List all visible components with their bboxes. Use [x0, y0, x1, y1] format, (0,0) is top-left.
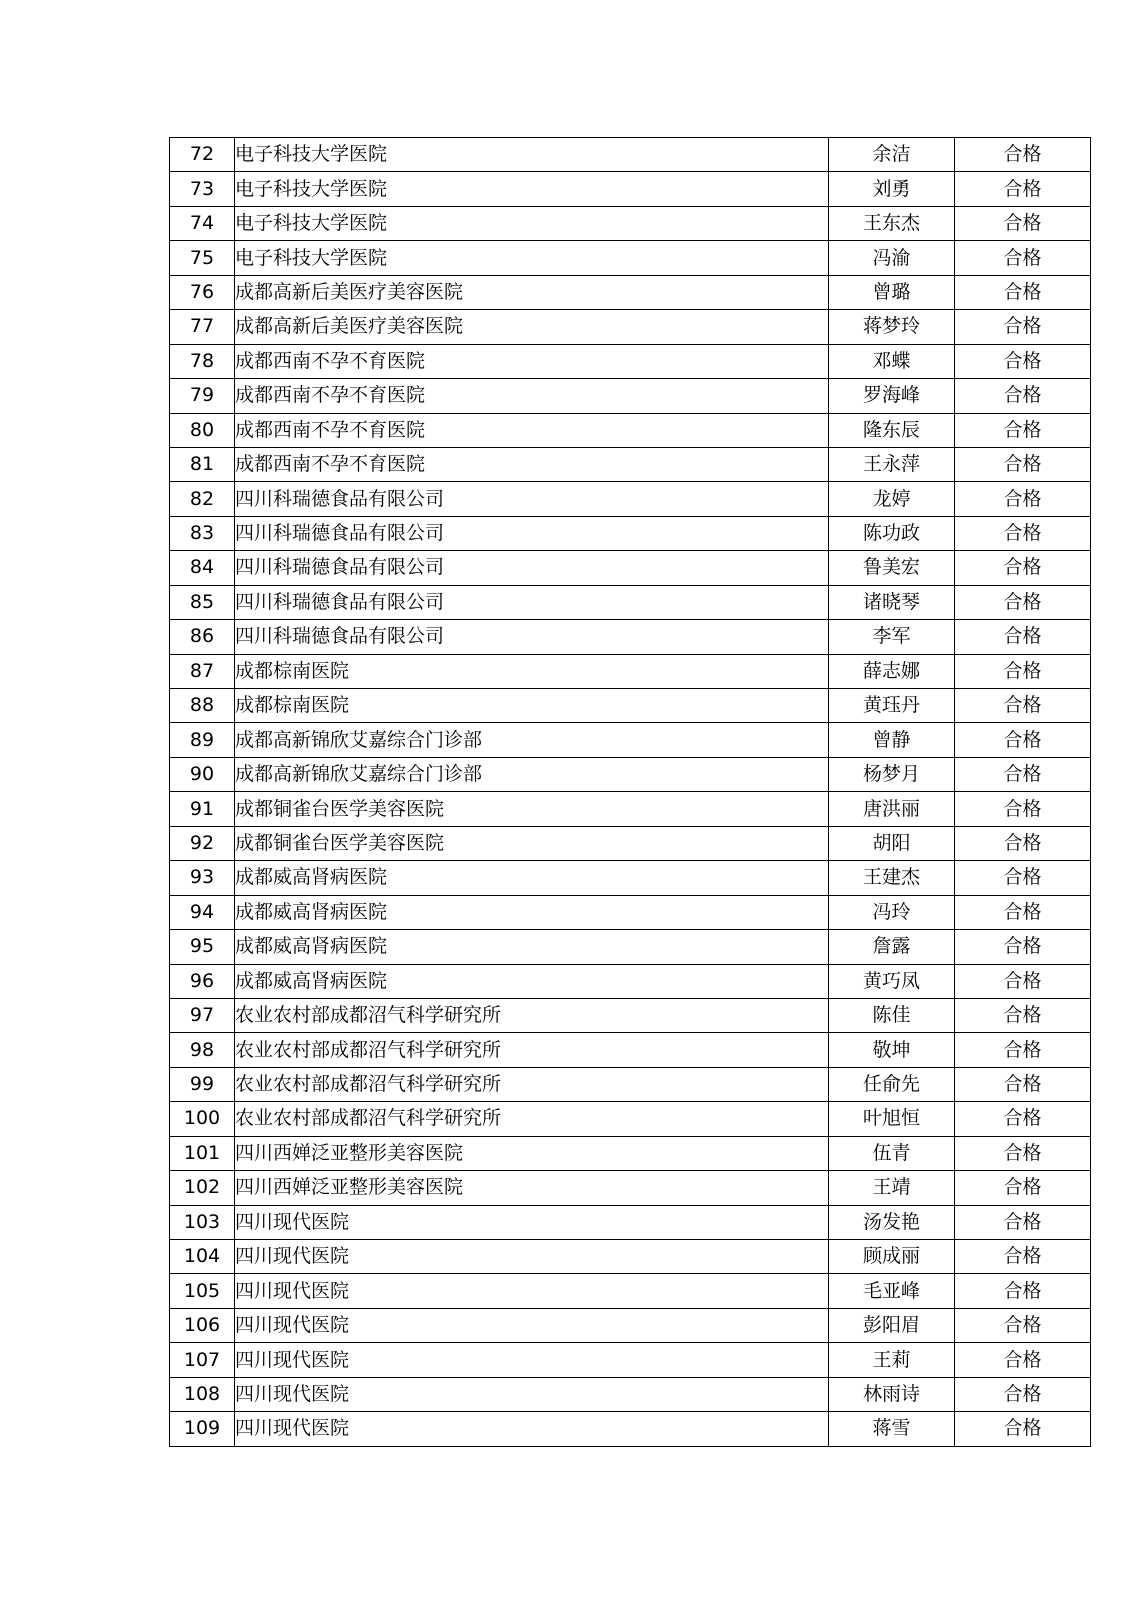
row-number: 99 [170, 1067, 235, 1101]
row-number: 98 [170, 1033, 235, 1067]
table-row [170, 413, 1091, 447]
row-number: 86 [170, 620, 235, 654]
row-number: 109 [170, 1412, 235, 1446]
row-number: 74 [170, 206, 235, 240]
table-row [170, 138, 1091, 172]
table-row [170, 964, 1091, 998]
unit-name: 成都西南不孕不育医院 [235, 447, 829, 481]
result-status: 合格 [955, 206, 1091, 240]
table-row [170, 447, 1091, 481]
table-row [170, 1067, 1091, 1101]
unit-name: 四川现代医院 [235, 1412, 829, 1446]
unit-name: 电子科技大学医院 [235, 172, 829, 206]
person-name: 伍青 [829, 1136, 955, 1170]
person-name: 蒋雪 [829, 1412, 955, 1446]
unit-name: 成都威高肾病医院 [235, 895, 829, 929]
result-status: 合格 [955, 826, 1091, 860]
person-name: 毛亚峰 [829, 1274, 955, 1308]
table-row [170, 585, 1091, 619]
row-number: 90 [170, 757, 235, 791]
result-status: 合格 [955, 275, 1091, 309]
result-status: 合格 [955, 1067, 1091, 1101]
unit-name: 四川现代医院 [235, 1308, 829, 1342]
person-name: 胡阳 [829, 826, 955, 860]
unit-name: 成都高新后美医疗美容医院 [235, 275, 829, 309]
row-number: 73 [170, 172, 235, 206]
row-number: 95 [170, 930, 235, 964]
result-status: 合格 [955, 895, 1091, 929]
result-status: 合格 [955, 1377, 1091, 1411]
table-row [170, 998, 1091, 1032]
table-row [170, 861, 1091, 895]
unit-name: 成都高新锦欣艾嘉综合门诊部 [235, 723, 829, 757]
person-name: 冯渝 [829, 241, 955, 275]
row-number: 81 [170, 447, 235, 481]
table-row [170, 1308, 1091, 1342]
table-row [170, 1033, 1091, 1067]
table-row [170, 620, 1091, 654]
row-number: 80 [170, 413, 235, 447]
person-name: 刘勇 [829, 172, 955, 206]
unit-name: 四川科瑞德食品有限公司 [235, 585, 829, 619]
row-number: 72 [170, 138, 235, 172]
unit-name: 四川科瑞德食品有限公司 [235, 482, 829, 516]
unit-name: 农业农村部成都沼气科学研究所 [235, 998, 829, 1032]
person-name: 诸晓琴 [829, 585, 955, 619]
person-name: 顾成丽 [829, 1240, 955, 1274]
result-status: 合格 [955, 1412, 1091, 1446]
row-number: 83 [170, 516, 235, 550]
unit-name: 成都铜雀台医学美容医院 [235, 826, 829, 860]
row-number: 93 [170, 861, 235, 895]
row-number: 88 [170, 689, 235, 723]
person-name: 陈佳 [829, 998, 955, 1032]
unit-name: 成都棕南医院 [235, 654, 829, 688]
row-number: 89 [170, 723, 235, 757]
table-body [170, 138, 1091, 1447]
person-name: 隆东辰 [829, 413, 955, 447]
table-row [170, 1102, 1091, 1136]
table-row [170, 241, 1091, 275]
unit-name: 成都高新锦欣艾嘉综合门诊部 [235, 757, 829, 791]
person-name: 杨梦月 [829, 757, 955, 791]
table-row [170, 1205, 1091, 1239]
person-name: 余洁 [829, 138, 955, 172]
unit-name: 四川科瑞德食品有限公司 [235, 551, 829, 585]
table-row [170, 1343, 1091, 1377]
person-name: 罗海峰 [829, 379, 955, 413]
table-row [170, 310, 1091, 344]
unit-name: 四川科瑞德食品有限公司 [235, 620, 829, 654]
table-row [170, 723, 1091, 757]
unit-name: 成都西南不孕不育医院 [235, 413, 829, 447]
result-status: 合格 [955, 482, 1091, 516]
table-row [170, 757, 1091, 791]
row-number: 91 [170, 792, 235, 826]
row-number: 101 [170, 1136, 235, 1170]
result-status: 合格 [955, 1274, 1091, 1308]
result-status: 合格 [955, 1205, 1091, 1239]
person-name: 彭阳眉 [829, 1308, 955, 1342]
result-status: 合格 [955, 413, 1091, 447]
unit-name: 四川西婵泛亚整形美容医院 [235, 1171, 829, 1205]
result-status: 合格 [955, 930, 1091, 964]
result-status: 合格 [955, 241, 1091, 275]
row-number: 100 [170, 1102, 235, 1136]
person-name: 陈功政 [829, 516, 955, 550]
unit-name: 成都西南不孕不育医院 [235, 379, 829, 413]
unit-name: 成都高新后美医疗美容医院 [235, 310, 829, 344]
person-name: 李军 [829, 620, 955, 654]
row-number: 96 [170, 964, 235, 998]
result-status: 合格 [955, 1308, 1091, 1342]
unit-name: 四川现代医院 [235, 1343, 829, 1377]
result-status: 合格 [955, 172, 1091, 206]
row-number: 106 [170, 1308, 235, 1342]
unit-name: 电子科技大学医院 [235, 206, 829, 240]
row-number: 103 [170, 1205, 235, 1239]
row-number: 84 [170, 551, 235, 585]
table-row [170, 930, 1091, 964]
unit-name: 农业农村部成都沼气科学研究所 [235, 1102, 829, 1136]
person-name: 冯玲 [829, 895, 955, 929]
result-status: 合格 [955, 861, 1091, 895]
person-name: 蒋梦玲 [829, 310, 955, 344]
unit-name: 成都威高肾病医院 [235, 930, 829, 964]
person-name: 黄珏丹 [829, 689, 955, 723]
person-name: 唐洪丽 [829, 792, 955, 826]
result-status: 合格 [955, 723, 1091, 757]
person-name: 林雨诗 [829, 1377, 955, 1411]
unit-name: 四川现代医院 [235, 1377, 829, 1411]
table-row [170, 1274, 1091, 1308]
result-status: 合格 [955, 689, 1091, 723]
row-number: 107 [170, 1343, 235, 1377]
result-status: 合格 [955, 551, 1091, 585]
person-name: 黄巧凤 [829, 964, 955, 998]
unit-name: 成都西南不孕不育医院 [235, 344, 829, 378]
row-number: 79 [170, 379, 235, 413]
person-name: 邓蝶 [829, 344, 955, 378]
result-status: 合格 [955, 1136, 1091, 1170]
person-name: 龙婷 [829, 482, 955, 516]
person-name: 鲁美宏 [829, 551, 955, 585]
unit-name: 成都威高肾病医院 [235, 964, 829, 998]
row-number: 92 [170, 826, 235, 860]
table-row [170, 551, 1091, 585]
row-number: 102 [170, 1171, 235, 1205]
person-name: 曾静 [829, 723, 955, 757]
row-number: 108 [170, 1377, 235, 1411]
person-name: 叶旭恒 [829, 1102, 955, 1136]
unit-name: 四川科瑞德食品有限公司 [235, 516, 829, 550]
result-status: 合格 [955, 792, 1091, 826]
unit-name: 四川现代医院 [235, 1240, 829, 1274]
unit-name: 四川现代医院 [235, 1274, 829, 1308]
person-name: 敬坤 [829, 1033, 955, 1067]
unit-name: 成都铜雀台医学美容医院 [235, 792, 829, 826]
row-number: 105 [170, 1274, 235, 1308]
table-row [170, 206, 1091, 240]
person-name: 王东杰 [829, 206, 955, 240]
result-status: 合格 [955, 654, 1091, 688]
table-row [170, 654, 1091, 688]
person-name: 王靖 [829, 1171, 955, 1205]
table-row [170, 1136, 1091, 1170]
unit-name: 四川现代医院 [235, 1205, 829, 1239]
table-row [170, 1377, 1091, 1411]
table-row [170, 1240, 1091, 1274]
person-name: 王永萍 [829, 447, 955, 481]
result-status: 合格 [955, 1240, 1091, 1274]
table-row [170, 344, 1091, 378]
row-number: 94 [170, 895, 235, 929]
result-status: 合格 [955, 344, 1091, 378]
result-status: 合格 [955, 757, 1091, 791]
person-name: 王莉 [829, 1343, 955, 1377]
unit-name: 农业农村部成都沼气科学研究所 [235, 1033, 829, 1067]
row-number: 77 [170, 310, 235, 344]
table-row [170, 1171, 1091, 1205]
unit-name: 电子科技大学医院 [235, 138, 829, 172]
person-name: 任俞先 [829, 1067, 955, 1101]
table-row [170, 792, 1091, 826]
table-row [170, 826, 1091, 860]
row-number: 97 [170, 998, 235, 1032]
unit-name: 农业农村部成都沼气科学研究所 [235, 1067, 829, 1101]
table-row [170, 895, 1091, 929]
person-name: 曾璐 [829, 275, 955, 309]
table-row [170, 379, 1091, 413]
row-number: 82 [170, 482, 235, 516]
assessment-result-table [169, 137, 1091, 1447]
table-row [170, 172, 1091, 206]
unit-name: 电子科技大学医院 [235, 241, 829, 275]
result-status: 合格 [955, 964, 1091, 998]
result-status: 合格 [955, 1171, 1091, 1205]
row-number: 75 [170, 241, 235, 275]
result-status: 合格 [955, 998, 1091, 1032]
person-name: 汤发艳 [829, 1205, 955, 1239]
result-status: 合格 [955, 379, 1091, 413]
table-row [170, 275, 1091, 309]
person-name: 王建杰 [829, 861, 955, 895]
row-number: 76 [170, 275, 235, 309]
result-status: 合格 [955, 516, 1091, 550]
result-status: 合格 [955, 138, 1091, 172]
table-row [170, 516, 1091, 550]
person-name: 詹露 [829, 930, 955, 964]
result-status: 合格 [955, 1102, 1091, 1136]
table-row [170, 1412, 1091, 1446]
table-row [170, 482, 1091, 516]
row-number: 104 [170, 1240, 235, 1274]
unit-name: 四川西婵泛亚整形美容医院 [235, 1136, 829, 1170]
row-number: 85 [170, 585, 235, 619]
unit-name: 成都威高肾病医院 [235, 861, 829, 895]
row-number: 87 [170, 654, 235, 688]
person-name: 薛志娜 [829, 654, 955, 688]
result-status: 合格 [955, 1033, 1091, 1067]
result-status: 合格 [955, 447, 1091, 481]
result-status: 合格 [955, 620, 1091, 654]
result-status: 合格 [955, 585, 1091, 619]
row-number: 78 [170, 344, 235, 378]
result-status: 合格 [955, 1343, 1091, 1377]
table-row [170, 689, 1091, 723]
unit-name: 成都棕南医院 [235, 689, 829, 723]
result-status: 合格 [955, 310, 1091, 344]
